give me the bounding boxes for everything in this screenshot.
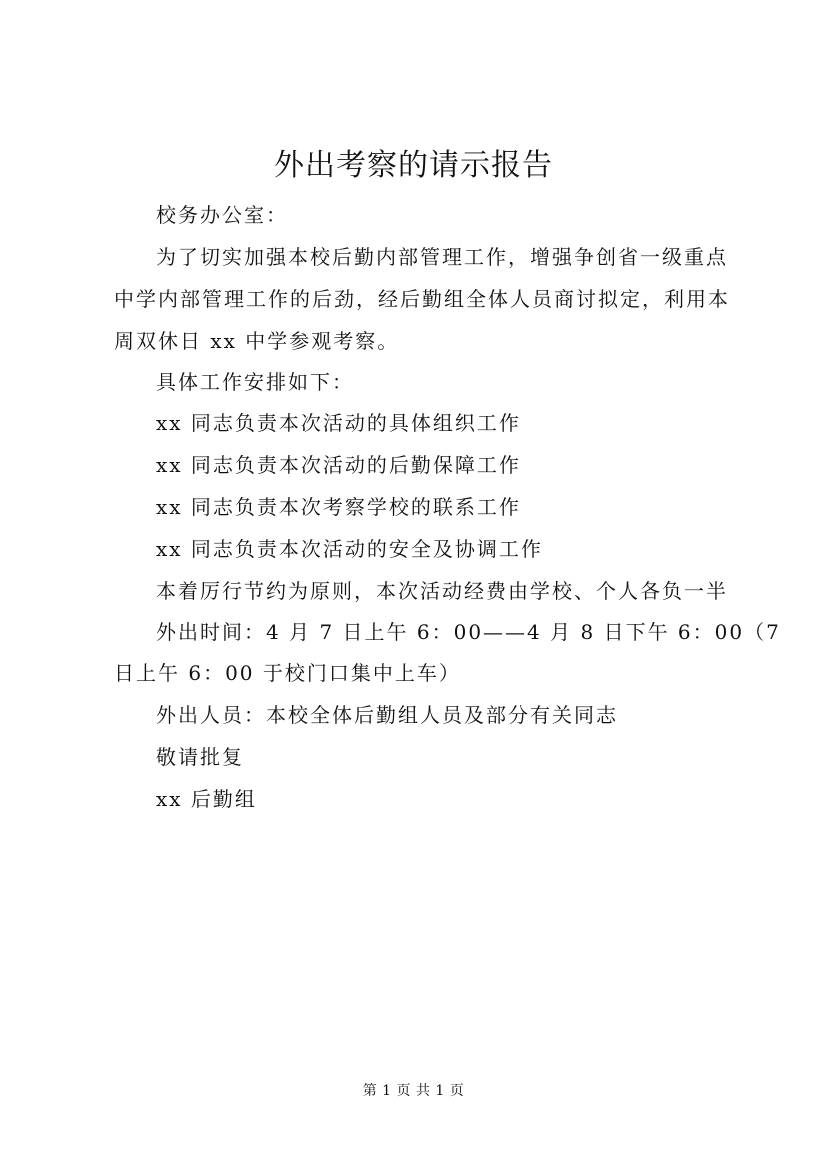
- personnel-line: 外出人员：本校全体后勤组人员及部分有关同志: [156, 703, 618, 727]
- assignment-item: xx 同志负责本次活动的具体组织工作: [156, 411, 521, 435]
- closing-line: 敬请批复: [156, 745, 244, 769]
- assignment-item: xx 同志负责本次考察学校的联系工作: [156, 495, 521, 519]
- page-number: 第 1 页 共 1 页: [362, 1083, 465, 1099]
- document-title: 外出考察的请示报告: [274, 148, 553, 183]
- time-line: 日上午 6：00 于校门口集中上车）: [114, 661, 461, 685]
- paragraph-line: 中学内部管理工作的后劲，经后勤组全体人员商讨拟定，利用本: [114, 287, 730, 311]
- signature: xx 后勤组: [156, 787, 257, 811]
- assignment-item: xx 同志负责本次活动的安全及协调工作: [156, 537, 543, 561]
- time-line: 外出时间：4 月 7 日上午 6：00——4 月 8 日下午 6：00（7: [156, 620, 781, 644]
- addressee: 校务办公室：: [156, 203, 288, 227]
- arrangement-heading: 具体工作安排如下：: [156, 370, 354, 394]
- paragraph-line: 周双休日 xx 中学参观考察。: [114, 329, 400, 353]
- funding-line: 本着厉行节约为原则，本次活动经费由学校、个人各负一半: [156, 579, 728, 603]
- paragraph-line: 为了切实加强本校后勤内部管理工作，增强争创省一级重点: [156, 245, 728, 269]
- assignment-item: xx 同志负责本次活动的后勤保障工作: [156, 453, 521, 477]
